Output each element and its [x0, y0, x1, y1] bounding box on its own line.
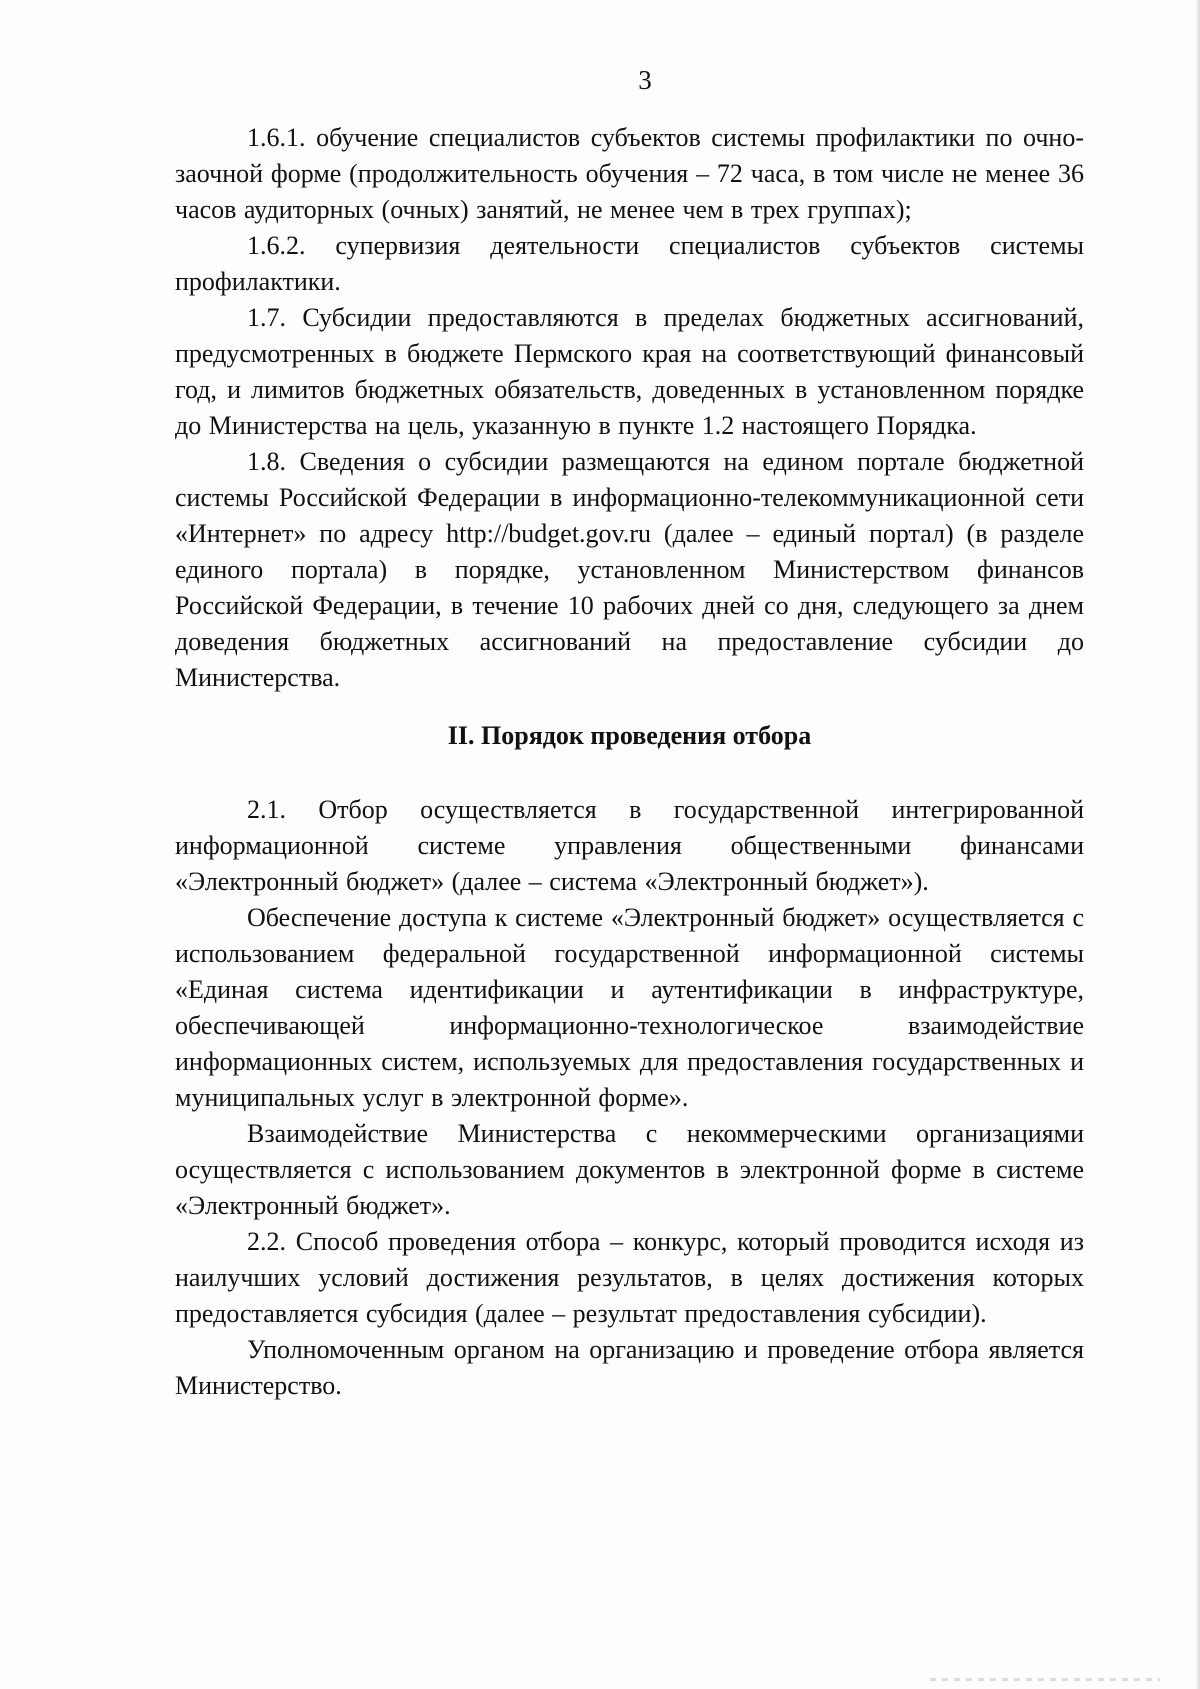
paragraph-access: Обеспечение доступа к системе «Электронный бюджет» осуществляется с использованием федеральной государственной информационной системы «Единая система идентификации и аутентификации в инфраструктуре, обеспечивающей информационно-технологическое взаимодействие информационных систем, используемых для предоставления государственных и муниципальных услуг в электронной форме». — [175, 903, 1084, 1112]
paragraph-1-7: 1.7. Субсидии предоставляются в пределах бюджетных ассигнований, предусмотренных в бюджете Пермского края на соответствующий финансовый год, и лимитов бюджетных обязательств, доведенных в установленном порядке до Министерства на цель, указанную в пункте 1.2 настоящего Порядка. — [175, 303, 1084, 440]
paragraph-1-6-1: 1.6.1. обучение специалистов субъектов системы профилактики по очно-заочной форме (продолжительность обучения – 72 часа, в том числе не менее 36 часов аудиторных (очных) занятий, не менее чем в трех группах); — [175, 123, 1084, 224]
paragraph-1-6-2: 1.6.2. супервизия деятельности специалистов субъектов системы профилактики. — [175, 231, 1084, 296]
document-body — [175, 120, 1084, 1404]
paragraph-2-2: 2.2. Способ проведения отбора – конкурс, который проводится исходя из наилучших условий достижения результатов, в целях достижения которых предоставляется субсидия (далее – результат предоставления субсидии). — [175, 1227, 1084, 1328]
scan-artifact — [930, 1678, 1160, 1681]
paragraph-1-8: 1.8. Сведения о субсидии размещаются на едином портале бюджетной системы Российской Федерации в информационно-телекоммуникационной сети «Интернет» по адресу http://budget.gov.ru (далее – единый портал) (в разделе единого портала) в порядке, установленном Министерством финансов Российской Федерации, в течение 10 рабочих дней со дня, следующего за днем доведения бюджетных ассигнований на предоставление субсидии до Министерства. — [175, 447, 1084, 692]
section-heading: II. Порядок проведения отбора — [447, 721, 812, 750]
page-number: 3 — [638, 65, 652, 95]
scan-edge-shadow — [1196, 0, 1200, 1689]
paragraph-interaction: Взаимодействие Министерства с некоммерческими организациями осуществляется с использованием документов в электронной форме в системе «Электронный бюджет». — [175, 1119, 1084, 1220]
paragraph-2-1: 2.1. Отбор осуществляется в государственной интегрированной информационной системе управления общественными финансами «Электронный бюджет» (далее – система «Электронный бюджет»). — [175, 795, 1084, 896]
paragraph-authorized-body: Уполномоченным органом на организацию и проведение отбора является Министерство. — [175, 1335, 1084, 1400]
